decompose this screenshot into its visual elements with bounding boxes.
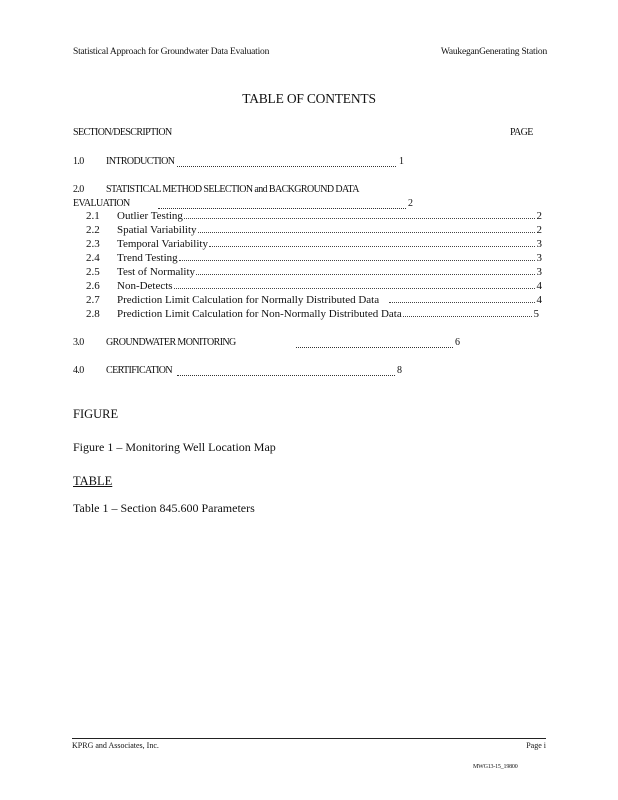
toc-entry-2-1 [86,210,542,222]
entry-leader [198,232,535,233]
entry-number: 2.3 [86,238,100,250]
entry-title: Temporal Variability [117,238,208,250]
entry-page: 2 [536,210,542,222]
table-1-entry: Table 1 – Section 845.600 Parameters [73,501,255,515]
entry-number: 2.8 [86,308,100,320]
toc-entry-2-6 [86,280,542,292]
toc-entry-2-2 [86,224,542,236]
entry-title: Outlier Testing [117,210,183,222]
section-4-number: 4.0 [73,365,84,376]
section-description-header: SECTION/DESCRIPTION [73,127,172,138]
entry-title: Test of Normality [117,266,196,278]
entry-title: Prediction Limit Calculation for Non-Normally Distributed Data [117,308,402,320]
section-1-title: INTRODUCTION [106,156,175,167]
entry-title: Trend Testing [117,252,178,264]
section-2-number: 2.0 [73,184,84,195]
section-2-page: 2 [408,198,413,209]
entry-title: Non-Detects [117,280,173,292]
entry-leader [403,316,532,317]
entry-leader [174,288,535,289]
footer-rule [72,738,546,739]
entry-page: 3 [536,238,542,250]
section-3-leader [296,347,453,348]
section-3-number: 3.0 [73,337,84,348]
footer-left-text: KPRG and Associates, Inc. [72,741,159,750]
entry-page: 3 [536,252,542,264]
table-heading: TABLE [73,474,113,488]
section-4-title: CERTIFICATION [106,365,173,376]
entry-page: 4 [536,280,542,292]
footer-page-number: Page i [526,741,546,750]
page-column-header: PAGE [510,127,533,138]
bates-number: MWG13-15_19800 [473,764,518,770]
entry-number: 2.1 [86,210,100,222]
entry-leader [184,218,535,219]
toc-entry-2-5 [86,266,542,278]
entry-leader [389,302,534,303]
toc-entry-2-7 [86,294,542,306]
entry-number: 2.2 [86,224,100,236]
section-3-page: 6 [455,337,460,348]
section-2-leader [158,208,406,209]
entry-leader [209,246,535,247]
section-4-leader [177,375,395,376]
entry-page: 3 [536,266,542,278]
section-1-leader [177,166,396,167]
entry-number: 2.7 [86,294,100,306]
entry-number: 2.6 [86,280,100,292]
entry-number: 2.5 [86,266,100,278]
section-3-title: GROUNDWATER MONITORING [106,337,236,348]
toc-entry-2-8 [86,308,539,320]
figure-heading: FIGURE [73,407,119,421]
entry-title: Spatial Variability [117,224,197,236]
figure-1-entry: Figure 1 – Monitoring Well Location Map [73,440,276,454]
entry-page: 5 [533,308,539,320]
entry-leader [196,274,534,275]
entry-leader [179,260,535,261]
entry-number: 2.4 [86,252,100,264]
section-1-page: 1 [399,156,404,167]
toc-entry-2-3 [86,238,542,250]
section-4-page: 8 [397,365,402,376]
entry-title: Prediction Limit Calculation for Normally Distributed Data [117,294,380,306]
toc-title: TABLE OF CONTENTS [242,91,376,106]
toc-entry-2-4 [86,252,542,264]
section-1-number: 1.0 [73,156,84,167]
entry-page: 4 [536,294,542,306]
section-2-title-line2: EVALUATION [73,198,130,209]
header-right-text: WaukeganGenerating Station [440,47,547,57]
section-2-title-line1: STATISTICAL METHOD SELECTION and BACKGROUND DATA [106,184,359,195]
entry-page: 2 [536,224,542,236]
header-left-text: Statistical Approach for Groundwater Data Evaluation [73,47,270,57]
